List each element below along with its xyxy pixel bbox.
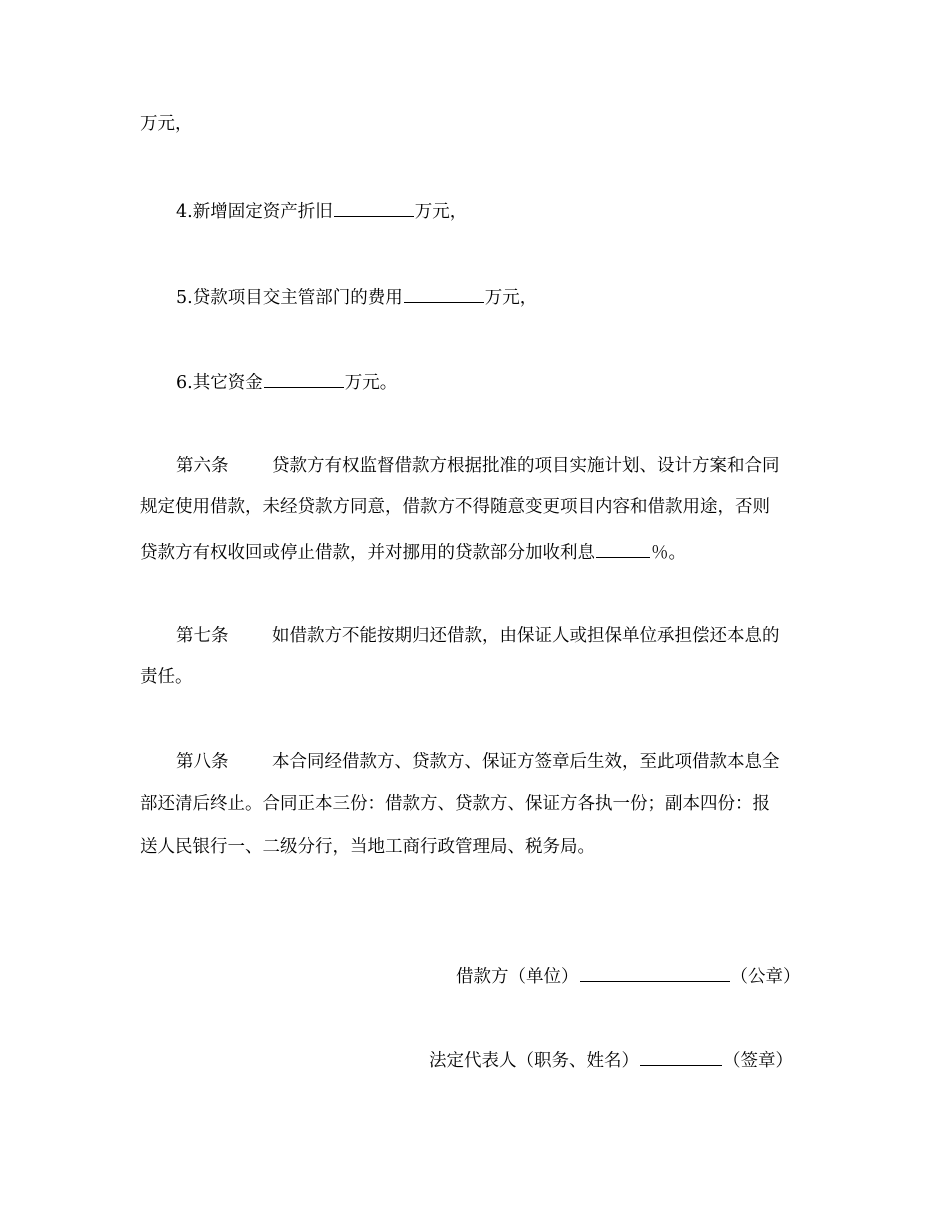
article-number: 第六条 [176, 456, 229, 476]
article-7-heading [176, 624, 229, 648]
article-7-line-1 [272, 624, 780, 648]
article-text: 贷款方有权收回或停止借款，并对挪用的贷款部分加收利息 [140, 543, 595, 563]
signature-label: 法定代表人（职务、姓名） [429, 1051, 639, 1071]
text: 万元， [140, 114, 193, 134]
fill-blank [596, 539, 650, 558]
signature-label: 借款方（单位） [456, 967, 579, 987]
article-6-line-1 [272, 454, 780, 478]
percent-text: ％。 [651, 543, 686, 563]
article-8-line-1 [272, 750, 780, 774]
item-4-text: 4.新增固定资产折旧 [176, 202, 333, 222]
article-8-heading [176, 750, 229, 774]
article-text: 本合同经借款方、贷款方、保证方签章后生效，至此项借款本息全 [272, 752, 780, 772]
item-6-line [176, 369, 397, 395]
article-6-heading [176, 454, 229, 478]
fill-blank [334, 198, 414, 217]
item-4-line [176, 198, 467, 224]
article-number: 第八条 [176, 752, 229, 772]
legal-rep-signature-line [429, 1047, 793, 1073]
article-text: 送人民银行一、二级分行，当地工商行政管理局、税务局。 [140, 837, 595, 857]
article-text: 部还清后终止。合同正本三份：借款方、贷款方、保证方各执一份；副本四份：报 [140, 794, 770, 814]
article-text: 规定使用借款，未经贷款方同意，借款方不得随意变更项目内容和借款用途，否则 [140, 497, 770, 517]
seal-label: （公章） [730, 967, 801, 987]
borrower-signature-line [456, 963, 801, 989]
unit-text: 万元， [414, 202, 468, 222]
signature-blank [640, 1047, 722, 1066]
signature-blank [580, 963, 730, 982]
item-5-text: 5.贷款项目交主管部门的费用 [176, 288, 403, 308]
article-7-line-2 [140, 665, 193, 689]
fill-blank [404, 284, 484, 303]
article-number: 第七条 [176, 626, 229, 646]
unit-text: 万元。 [344, 373, 398, 393]
article-text: 如借款方不能按期归还借款，由保证人或担保单位承担偿还本息的 [272, 626, 780, 646]
article-8-line-3 [140, 835, 595, 859]
text-line [140, 112, 193, 136]
article-text: 责任。 [140, 667, 193, 687]
article-text: 贷款方有权监督借款方根据批准的项目实施计划、设计方案和合同 [272, 456, 780, 476]
fill-blank [264, 369, 344, 388]
unit-text: 万元， [484, 288, 538, 308]
article-6-line-3 [140, 539, 686, 565]
article-8-line-2 [140, 792, 770, 816]
item-5-line [176, 284, 537, 310]
article-6-line-2 [140, 495, 770, 519]
item-6-text: 6.其它资金 [176, 373, 263, 393]
seal-label: （签章） [723, 1051, 793, 1071]
